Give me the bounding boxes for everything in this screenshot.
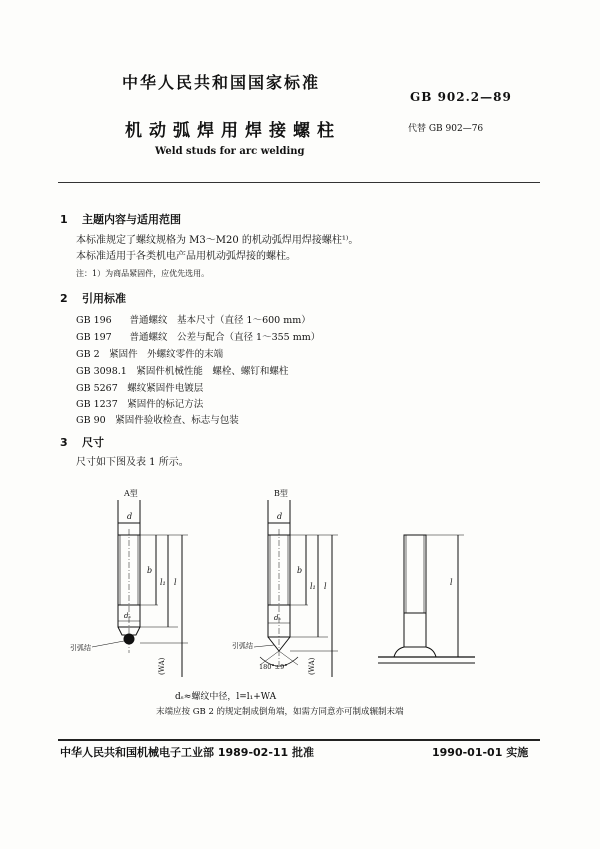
section-number: 3 [60, 436, 68, 449]
reference-item [76, 329, 320, 343]
section-title: 引用标准 [82, 292, 126, 305]
dim-b: b [297, 566, 303, 575]
type-b-label: B型 [274, 489, 288, 498]
dim-d: d [277, 512, 283, 521]
section-3-heading [60, 434, 104, 450]
section-title: 主题内容与适用范围 [82, 213, 181, 226]
section-number: 1 [60, 213, 68, 226]
standard-code: GB 902.2—89 [410, 90, 512, 104]
footer-rule [58, 739, 540, 741]
dim-wa: (WA) [308, 657, 316, 675]
english-title: Weld studs for arc welding [155, 146, 305, 157]
reference-title: 螺纹紧固件电镀层 [127, 383, 204, 394]
reference-code: GB 5267 [76, 383, 118, 394]
paragraph: 本标准适用于各类机电产品用机动弧焊接的螺柱。 [76, 251, 296, 262]
section-number: 2 [60, 292, 68, 305]
figure-note: 末端应按 GB 2 的规定制成倒角端，如需方同意亦可制成辗制末端 [156, 707, 404, 717]
reference-title: 紧固件机械性能 螺栓、螺钉和螺柱 [136, 366, 289, 377]
paragraph: 尺寸如下图及表 1 所示。 [76, 457, 189, 468]
reference-code: GB 2 [76, 349, 100, 360]
cone-angle: 180°±9° [259, 663, 288, 671]
dim-d: d [127, 512, 133, 521]
weld-fillet [394, 647, 436, 657]
effective-date: 1990-01-01 实施 [432, 746, 529, 759]
reference-item [76, 346, 223, 360]
stud-drawing [60, 485, 480, 685]
welded-stud-body [404, 535, 426, 647]
reference-code: GB 90 [76, 415, 106, 426]
reference-title: 普通螺纹 基本尺寸（直径 1～600 mm） [129, 315, 311, 326]
reference-title: 普通螺纹 公差与配合（直径 1～355 mm） [129, 332, 321, 343]
dim-l: l [174, 578, 177, 587]
arc-label-b: 引弧结 [232, 642, 253, 650]
dim-l: l [450, 578, 453, 587]
dim-ds: dₛ [124, 612, 131, 620]
reference-title: 紧固件验收检查、标志与包装 [115, 415, 239, 426]
dim-l1: l₁ [310, 582, 316, 591]
reference-title: 紧固件 外螺纹零件的末端 [109, 349, 224, 360]
dim-l1: l₁ [160, 578, 166, 587]
reference-item [76, 396, 203, 410]
replaces-note: 代替 GB 902—76 [408, 124, 484, 134]
reference-code: GB 197 [76, 332, 112, 343]
reference-code: GB 1237 [76, 399, 118, 410]
reference-code: GB 3098.1 [76, 366, 127, 377]
document-title: 机动弧焊用焊接螺柱 [125, 121, 341, 141]
section-1-heading [60, 211, 181, 227]
section-2-heading [60, 290, 126, 306]
approval-line: 中华人民共和国机械电子工业部 1989-02-11 批准 [60, 746, 315, 759]
reference-item [76, 412, 239, 426]
header-rule [58, 182, 540, 183]
weld-ball [124, 634, 134, 644]
dim-ds: dₛ [274, 614, 281, 622]
arc-label-a: 引弧结 [70, 644, 91, 652]
dim-wa: (WA) [158, 657, 166, 675]
paragraph: 本标准规定了螺纹规格为 M3～M20 的机动弧焊用焊接螺柱¹⁾。 [76, 235, 359, 246]
section-title: 尺寸 [82, 436, 104, 449]
reference-item [76, 312, 311, 326]
dim-b: b [147, 566, 153, 575]
reference-code: GB 196 [76, 315, 112, 326]
figure-formula: dₛ≈螺纹中径，l=l₁+WA [175, 692, 277, 702]
reference-title: 紧固件的标记方法 [127, 399, 204, 410]
issuing-body: 中华人民共和国国家标准 [122, 73, 321, 92]
type-a-label: A型 [124, 489, 138, 498]
reference-item [76, 380, 203, 394]
dim-l: l [324, 582, 327, 591]
reference-item [76, 363, 288, 377]
footnote: 注：1）为商品紧固件，应优先选用。 [76, 269, 210, 278]
